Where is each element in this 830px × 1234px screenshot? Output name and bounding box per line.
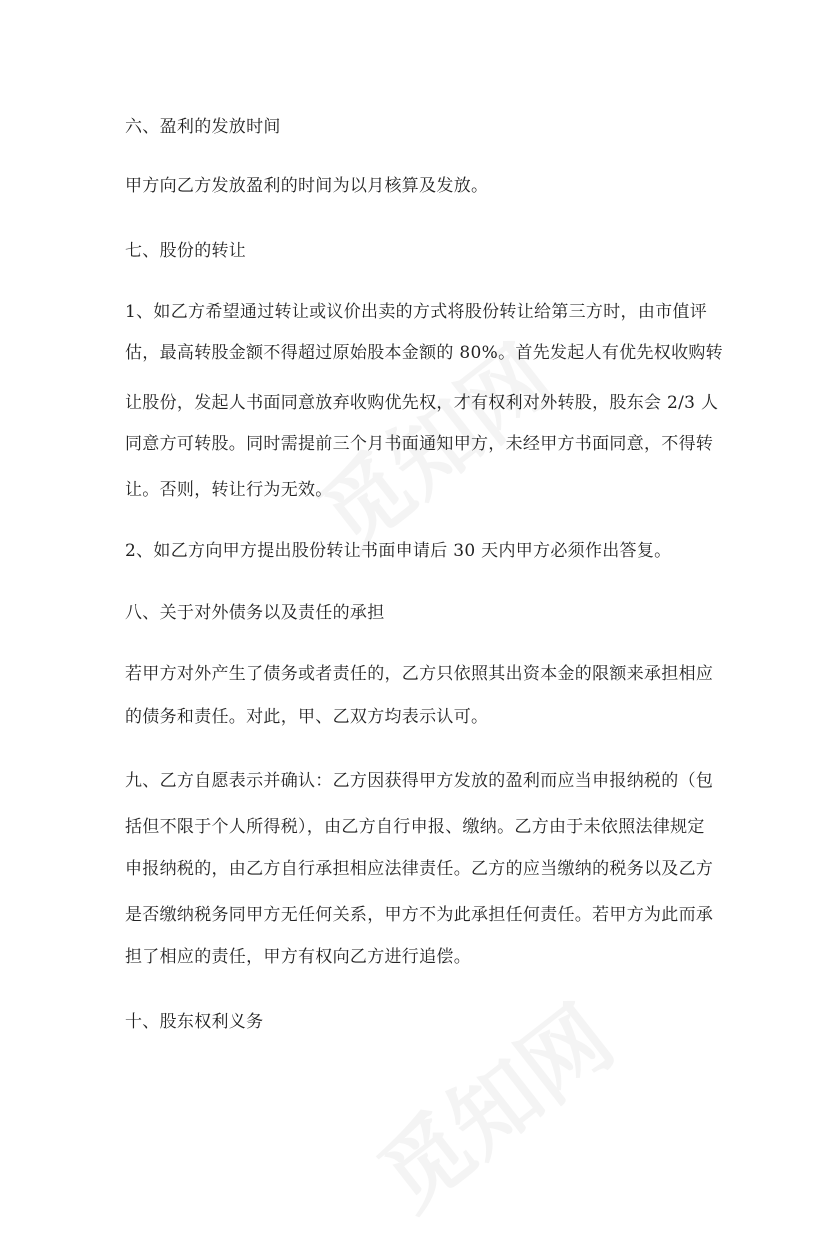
watermark [349,972,635,1234]
section-7-paragraph-1-line: 1、如乙方希望通过转让或议价出卖的方式将股份转让给第三方时，由市值评 [125,302,708,322]
section-7-heading: 七、股份的转让 [125,241,247,261]
section-9-body-line: 申报纳税的，由乙方自行承担相应法律责任。乙方的应当缴纳的税务以及乙方 [125,859,714,879]
section-9-body-line: 九、乙方自愿表示并确认：乙方因获得甲方发放的盈利而应当申报纳税的（包 [125,771,714,791]
section-9-body-line: 是否缴纳税务同甲方无任何关系，甲方不为此承担任何责任。若甲方为此而承 [125,905,714,925]
section-7-paragraph-1-line: 让。否则，转让行为无效。 [125,480,333,500]
section-10-heading: 十、股东权利义务 [125,1012,264,1032]
section-8-body-line: 若甲方对外产生了债务或者责任的，乙方只依照其出资本金的限额来承担相应 [125,664,714,684]
section-7-paragraph-1-line: 估，最高转股金额不得超过原始股本金额的 80%。首先发起人有优先权收购转 [125,343,723,363]
section-8-heading: 八、关于对外债务以及责任的承担 [125,603,385,623]
section-7-paragraph-2: 2、如乙方向甲方提出股份转让书面申请后 30 天内甲方必须作出答复。 [125,541,672,561]
section-6-body: 甲方向乙方发放盈利的时间为以月核算及发放。 [125,176,489,196]
section-7-paragraph-1-line: 让股份，发起人书面同意放弃收购优先权，才有权利对外转股，股东会 2/3 人 [125,393,719,413]
section-9-body-line: 担了相应的责任，甲方有权向乙方进行追偿。 [125,947,471,967]
section-7-paragraph-1-line: 同意方可转股。同时需提前三个月书面通知甲方，未经甲方书面同意，不得转 [125,434,714,454]
section-6-heading: 六、盈利的发放时间 [125,117,281,137]
section-8-body-line: 的债务和责任。对此，甲、乙双方均表示认可。 [125,707,489,727]
section-9-body-line: 括但不限于个人所得税），由乙方自行申报、缴纳。乙方由于未依照法律规定 [125,817,705,837]
